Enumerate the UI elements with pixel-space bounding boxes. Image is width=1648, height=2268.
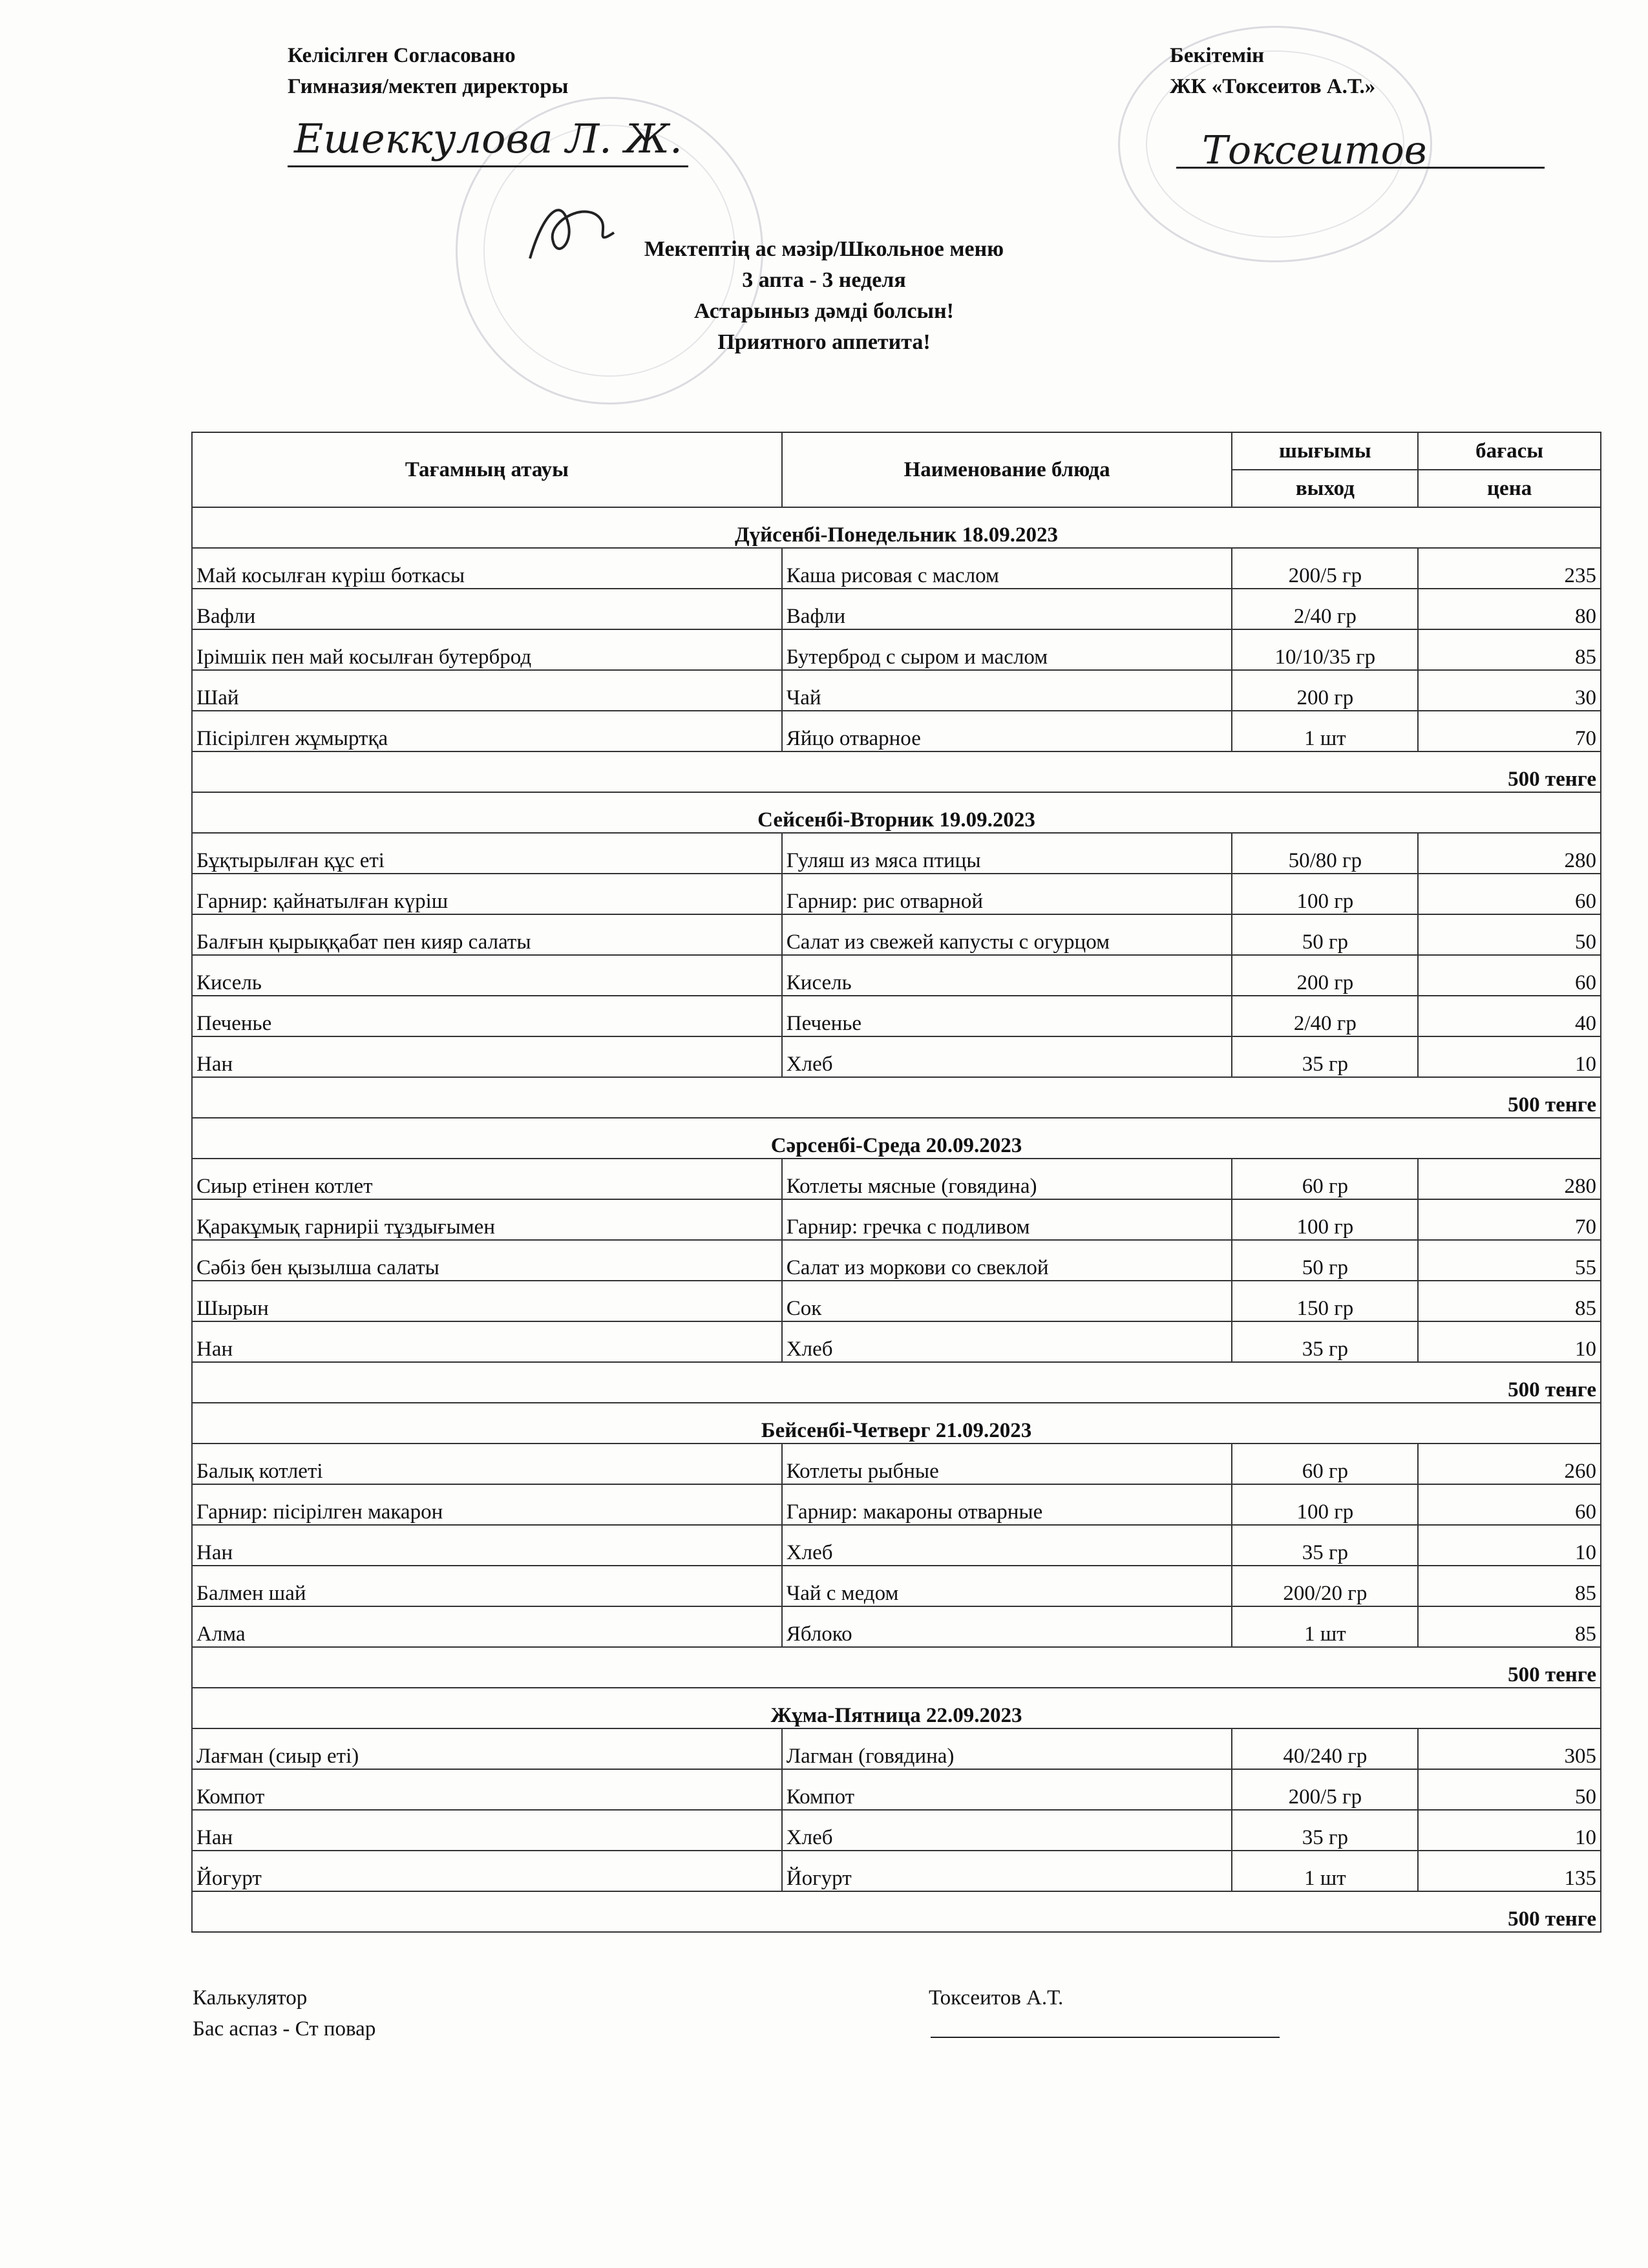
dish-name-kz: Нан — [192, 1036, 782, 1077]
dish-yield: 1 шт — [1232, 711, 1418, 751]
day-header-row — [192, 792, 1601, 833]
chef-label: Бас аспаз - Ст повар — [193, 2017, 376, 2041]
menu-item-row — [192, 955, 1601, 996]
dish-price: 135 — [1418, 1851, 1601, 1891]
dish-name-kz: Шай — [192, 670, 782, 711]
day-total-row — [192, 1647, 1601, 1688]
dish-yield: 35 гр — [1232, 1525, 1418, 1566]
dish-name-ru: Салат из моркови со свеклой — [782, 1240, 1232, 1281]
dish-name-ru: Яйцо отварное — [782, 711, 1232, 751]
company-label: ЖК «Токсеитов А.Т.» — [1170, 75, 1376, 98]
dish-name-ru: Компот — [782, 1769, 1232, 1810]
dish-name-kz: Нан — [192, 1321, 782, 1362]
dish-name-kz: Балмен шай — [192, 1566, 782, 1606]
dish-price: 280 — [1418, 833, 1601, 874]
day-total: 500 тенге — [192, 1647, 1601, 1688]
day-header-row — [192, 1403, 1601, 1444]
dish-name-ru: Вафли — [782, 589, 1232, 629]
dish-yield: 10/10/35 гр — [1232, 629, 1418, 670]
approval-block-left — [288, 40, 568, 102]
dish-yield: 40/240 гр — [1232, 1728, 1418, 1769]
dish-name-ru: Печенье — [782, 996, 1232, 1036]
agreed-label: Келісілген Согласовано — [288, 44, 516, 67]
dish-name-kz: Балық котлеті — [192, 1444, 782, 1484]
dish-name-kz: Қаракұмық гарниріі тұздығымен — [192, 1199, 782, 1240]
menu-item-row — [192, 1728, 1601, 1769]
dish-yield: 35 гр — [1232, 1810, 1418, 1851]
dish-yield: 50 гр — [1232, 1240, 1418, 1281]
header-name-kz: Тағамның атауы — [192, 432, 782, 507]
dish-name-kz: Лағман (сиыр еті) — [192, 1728, 782, 1769]
dish-name-ru: Сок — [782, 1281, 1232, 1321]
approve-label: Бекітемін — [1170, 44, 1265, 67]
dish-name-kz: Пісірілген жұмыртқа — [192, 711, 782, 751]
dish-name-kz: Ірімшік пен май косылған бутерброд — [192, 629, 782, 670]
dish-yield: 60 гр — [1232, 1444, 1418, 1484]
dish-name-kz: Бұқтырылған құс еті — [192, 833, 782, 874]
dish-price: 40 — [1418, 996, 1601, 1036]
dish-yield: 200 гр — [1232, 955, 1418, 996]
menu-item-row — [192, 1810, 1601, 1851]
menu-title: Мектептің ас мәзір/Школьное меню — [644, 237, 1004, 261]
day-header-row — [192, 1688, 1601, 1728]
approval-block-right — [1170, 40, 1375, 102]
header-price-kz: бағасы — [1418, 432, 1601, 470]
dish-name-ru: Йогурт — [782, 1851, 1232, 1891]
dish-price: 70 — [1418, 1199, 1601, 1240]
day-total: 500 тенге — [192, 1362, 1601, 1403]
dish-yield: 2/40 гр — [1232, 589, 1418, 629]
dish-name-kz: Сәбіз бен қызылша салаты — [192, 1240, 782, 1281]
menu-item-row — [192, 874, 1601, 914]
menu-item-row — [192, 833, 1601, 874]
menu-table — [191, 432, 1601, 1933]
menu-item-row — [192, 1240, 1601, 1281]
dish-name-kz: Кисель — [192, 955, 782, 996]
dish-price: 50 — [1418, 914, 1601, 955]
dish-price: 10 — [1418, 1525, 1601, 1566]
dish-yield: 150 гр — [1232, 1281, 1418, 1321]
dish-price: 50 — [1418, 1769, 1601, 1810]
dish-name-kz: Печенье — [192, 996, 782, 1036]
menu-item-row — [192, 670, 1601, 711]
calculator-label: Калькулятор — [193, 1986, 308, 2010]
day-header-row — [192, 507, 1601, 548]
dish-name-ru: Яблоко — [782, 1606, 1232, 1647]
dish-yield: 50 гр — [1232, 914, 1418, 955]
menu-item-row — [192, 1321, 1601, 1362]
day-title: Дүйсенбі-Понедельник 18.09.2023 — [192, 507, 1601, 548]
dish-yield: 35 гр — [1232, 1321, 1418, 1362]
dish-price: 10 — [1418, 1036, 1601, 1077]
dish-yield: 200/5 гр — [1232, 1769, 1418, 1810]
dish-name-ru: Бутерброд с сыром и маслом — [782, 629, 1232, 670]
dish-name-ru: Каша рисовая с маслом — [782, 548, 1232, 589]
dish-name-ru: Чай — [782, 670, 1232, 711]
menu-item-row — [192, 1566, 1601, 1606]
menu-item-row — [192, 914, 1601, 955]
dish-name-ru: Чай с медом — [782, 1566, 1232, 1606]
dish-yield: 200/20 гр — [1232, 1566, 1418, 1606]
dish-yield: 2/40 гр — [1232, 996, 1418, 1036]
menu-item-row — [192, 1606, 1601, 1647]
footer-signature-line — [931, 2037, 1280, 2038]
greeting-ru: Приятного аппетита! — [717, 330, 931, 354]
header-yield-kz: шығымы — [1232, 432, 1418, 470]
dish-name-kz: Гарнир: қайнатылған күріш — [192, 874, 782, 914]
day-total-row — [192, 751, 1601, 792]
menu-table-header — [192, 432, 1601, 507]
dish-name-kz: Балғын қырыққабат пен кияр салаты — [192, 914, 782, 955]
menu-item-row — [192, 1159, 1601, 1199]
dish-price: 235 — [1418, 548, 1601, 589]
dish-name-ru: Котлеты мясные (говядина) — [782, 1159, 1232, 1199]
day-total: 500 тенге — [192, 751, 1601, 792]
dish-yield: 200/5 гр — [1232, 548, 1418, 589]
week-label: 3 апта - 3 неделя — [742, 268, 906, 292]
dish-price: 305 — [1418, 1728, 1601, 1769]
menu-item-row — [192, 1851, 1601, 1891]
dish-price: 55 — [1418, 1240, 1601, 1281]
dish-price: 60 — [1418, 955, 1601, 996]
dish-yield: 50/80 гр — [1232, 833, 1418, 874]
dish-name-kz: Шырын — [192, 1281, 782, 1321]
dish-price: 60 — [1418, 874, 1601, 914]
header-yield-ru: выход — [1232, 470, 1418, 507]
dish-yield: 100 гр — [1232, 1199, 1418, 1240]
dish-name-kz: Алма — [192, 1606, 782, 1647]
dish-name-ru: Гарнир: рис отварной — [782, 874, 1232, 914]
director-label: Гимназия/мектеп директоры — [288, 75, 569, 98]
day-total: 500 тенге — [192, 1077, 1601, 1118]
dish-price: 10 — [1418, 1810, 1601, 1851]
dish-price: 30 — [1418, 670, 1601, 711]
dish-name-kz: Йогурт — [192, 1851, 782, 1891]
menu-item-row — [192, 996, 1601, 1036]
menu-title-block — [0, 234, 1648, 358]
dish-price: 80 — [1418, 589, 1601, 629]
dish-name-ru: Кисель — [782, 955, 1232, 996]
director-signature: Ешеккулова Л. Ж. — [294, 115, 682, 162]
dish-yield: 200 гр — [1232, 670, 1418, 711]
header-name-ru: Наименование блюда — [782, 432, 1232, 507]
dish-name-ru: Хлеб — [782, 1525, 1232, 1566]
dish-name-ru: Гарнир: макароны отварные — [782, 1484, 1232, 1525]
dish-yield: 100 гр — [1232, 1484, 1418, 1525]
menu-item-row — [192, 1281, 1601, 1321]
dish-name-ru: Салат из свежей капусты с огурцом — [782, 914, 1232, 955]
dish-name-ru: Лагман (говядина) — [782, 1728, 1232, 1769]
header-price-ru: цена — [1418, 470, 1601, 507]
dish-price: 260 — [1418, 1444, 1601, 1484]
dish-name-kz: Май косылған күріш боткасы — [192, 548, 782, 589]
dish-price: 85 — [1418, 1566, 1601, 1606]
director-signature-line — [288, 165, 688, 167]
dish-name-ru: Хлеб — [782, 1810, 1232, 1851]
dish-price: 280 — [1418, 1159, 1601, 1199]
dish-price: 10 — [1418, 1321, 1601, 1362]
dish-name-kz: Сиыр етінен котлет — [192, 1159, 782, 1199]
dish-name-ru: Котлеты рыбные — [782, 1444, 1232, 1484]
dish-yield: 1 шт — [1232, 1606, 1418, 1647]
menu-item-row — [192, 1769, 1601, 1810]
day-title: Жұма-Пятница 22.09.2023 — [192, 1688, 1601, 1728]
dish-price: 85 — [1418, 1606, 1601, 1647]
dish-name-ru: Гарнир: гречка с подливом — [782, 1199, 1232, 1240]
footer-left — [193, 1982, 375, 2044]
day-total-row — [192, 1077, 1601, 1118]
day-total-row — [192, 1362, 1601, 1403]
menu-item-row — [192, 1484, 1601, 1525]
menu-item-row — [192, 1199, 1601, 1240]
menu-item-row — [192, 1036, 1601, 1077]
menu-item-row — [192, 589, 1601, 629]
day-total-row — [192, 1891, 1601, 1932]
day-title: Сейсенбі-Вторник 19.09.2023 — [192, 792, 1601, 833]
dish-yield: 100 гр — [1232, 874, 1418, 914]
greeting-kz: Астарыныз дәмді болсын! — [694, 299, 954, 323]
dish-name-kz: Компот — [192, 1769, 782, 1810]
day-title: Бейсенбі-Четверг 21.09.2023 — [192, 1403, 1601, 1444]
dish-price: 85 — [1418, 1281, 1601, 1321]
owner-signature: Токсеитов — [1202, 128, 1427, 173]
dish-name-ru: Гуляш из мяса птицы — [782, 833, 1232, 874]
footer-right-name: Токсеитов А.Т. — [929, 1986, 1064, 2010]
dish-name-kz: Гарнир: пісірілген макарон — [192, 1484, 782, 1525]
dish-price: 60 — [1418, 1484, 1601, 1525]
dish-name-ru: Хлеб — [782, 1321, 1232, 1362]
dish-price: 70 — [1418, 711, 1601, 751]
dish-yield: 60 гр — [1232, 1159, 1418, 1199]
day-title: Сәрсенбі-Среда 20.09.2023 — [192, 1118, 1601, 1159]
menu-item-row — [192, 548, 1601, 589]
dish-name-kz: Вафли — [192, 589, 782, 629]
dish-name-ru: Хлеб — [782, 1036, 1232, 1077]
day-total: 500 тенге — [192, 1891, 1601, 1932]
dish-name-kz: Нан — [192, 1525, 782, 1566]
dish-price: 85 — [1418, 629, 1601, 670]
dish-yield: 1 шт — [1232, 1851, 1418, 1891]
menu-item-row — [192, 629, 1601, 670]
menu-table-body — [192, 507, 1601, 1932]
menu-item-row — [192, 1444, 1601, 1484]
menu-item-row — [192, 1525, 1601, 1566]
day-header-row — [192, 1118, 1601, 1159]
dish-yield: 35 гр — [1232, 1036, 1418, 1077]
owner-signature-line — [1176, 167, 1545, 169]
menu-item-row — [192, 711, 1601, 751]
dish-name-kz: Нан — [192, 1810, 782, 1851]
